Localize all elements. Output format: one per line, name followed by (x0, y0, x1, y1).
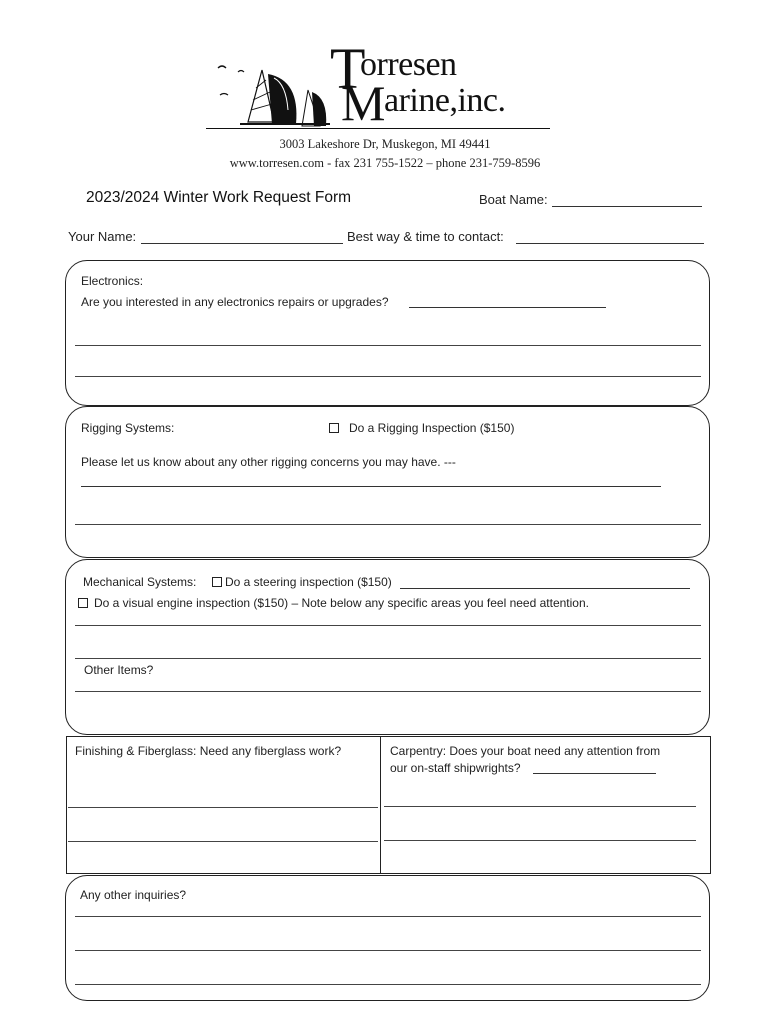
engine-inspection-option[interactable] (78, 596, 589, 610)
electronics-line-2[interactable] (75, 376, 701, 377)
company-address: 3003 Lakeshore Dr, Muskegon, MI 49441 (279, 137, 491, 151)
table-divider (380, 736, 381, 874)
rigging-inspection-option[interactable] (329, 421, 514, 435)
carpentry-label-line2: our on-staff shipwrights? (390, 761, 521, 775)
inquiries-line-3[interactable] (75, 984, 701, 985)
finishing-line-2[interactable] (68, 841, 378, 842)
inquiries-line-1[interactable] (75, 916, 701, 917)
contact-label: Best way & time to contact: (347, 229, 504, 244)
engine-inspection-checkbox[interactable] (78, 598, 88, 608)
company-logo (200, 36, 560, 140)
form-title: 2023/2024 Winter Work Request Form (86, 189, 352, 206)
rigging-inspection-label: Do a Rigging Inspection ($150) (349, 421, 515, 435)
rigging-inspection-checkbox[interactable] (329, 423, 339, 433)
electronics-answer-field[interactable] (409, 307, 606, 308)
finishing-label: Finishing & Fiberglass: Need any fiberglass work? (75, 744, 342, 758)
carpentry-line-2[interactable] (384, 840, 696, 841)
mechanical-line-2[interactable] (75, 658, 701, 659)
inquiries-line-2[interactable] (75, 950, 701, 951)
steering-inspection-checkbox[interactable] (212, 577, 222, 587)
electronics-section (65, 260, 710, 406)
carpentry-label-line1: Carpentry: Does your boat need any attention from (390, 744, 661, 758)
rigging-heading: Rigging Systems: (81, 421, 175, 435)
other-items-line[interactable] (75, 691, 701, 692)
brand-name-line2: arine,inc. (384, 82, 506, 119)
other-inquiries-label: Any other inquiries? (80, 888, 187, 902)
electronics-question: Are you interested in any electronics repairs or upgrades? (81, 295, 389, 309)
boat-name-field[interactable] (552, 206, 702, 207)
engine-inspection-label: Do a visual engine inspection ($150) – Note below any specific areas you feel need attention. (94, 596, 589, 610)
brand-cap-t: T (330, 36, 366, 101)
rigging-line-2[interactable] (75, 524, 701, 525)
mechanical-line-1[interactable] (75, 625, 701, 626)
steering-inspection-option[interactable] (212, 575, 392, 589)
brand-cap-m: M (341, 75, 386, 131)
other-items-label: Other Items? (84, 663, 154, 677)
boat-name-label: Boat Name: (479, 192, 548, 207)
your-name-label: Your Name: (68, 229, 137, 244)
your-name-field[interactable] (141, 243, 343, 244)
electronics-line-1[interactable] (75, 345, 701, 346)
finishing-line-1[interactable] (68, 807, 378, 808)
logo-underline (206, 128, 550, 129)
electronics-heading: Electronics: (81, 274, 144, 288)
rigging-prompt: Please let us know about any other rigging concerns you may have. --- (81, 455, 456, 469)
rigging-line-1[interactable] (81, 486, 661, 487)
brand-name-line1: orresen (360, 46, 457, 83)
mechanical-heading: Mechanical Systems: (83, 575, 197, 589)
sailboats-icon (200, 40, 340, 135)
steering-notes-field[interactable] (400, 588, 690, 589)
carpentry-line-1[interactable] (384, 806, 696, 807)
steering-inspection-label: Do a steering inspection ($150) (225, 575, 392, 589)
contact-field[interactable] (516, 243, 704, 244)
company-contact: www.torresen.com - fax 231 755-1522 – phone 231-759-8596 (229, 156, 541, 170)
carpentry-answer-field[interactable] (533, 773, 656, 774)
